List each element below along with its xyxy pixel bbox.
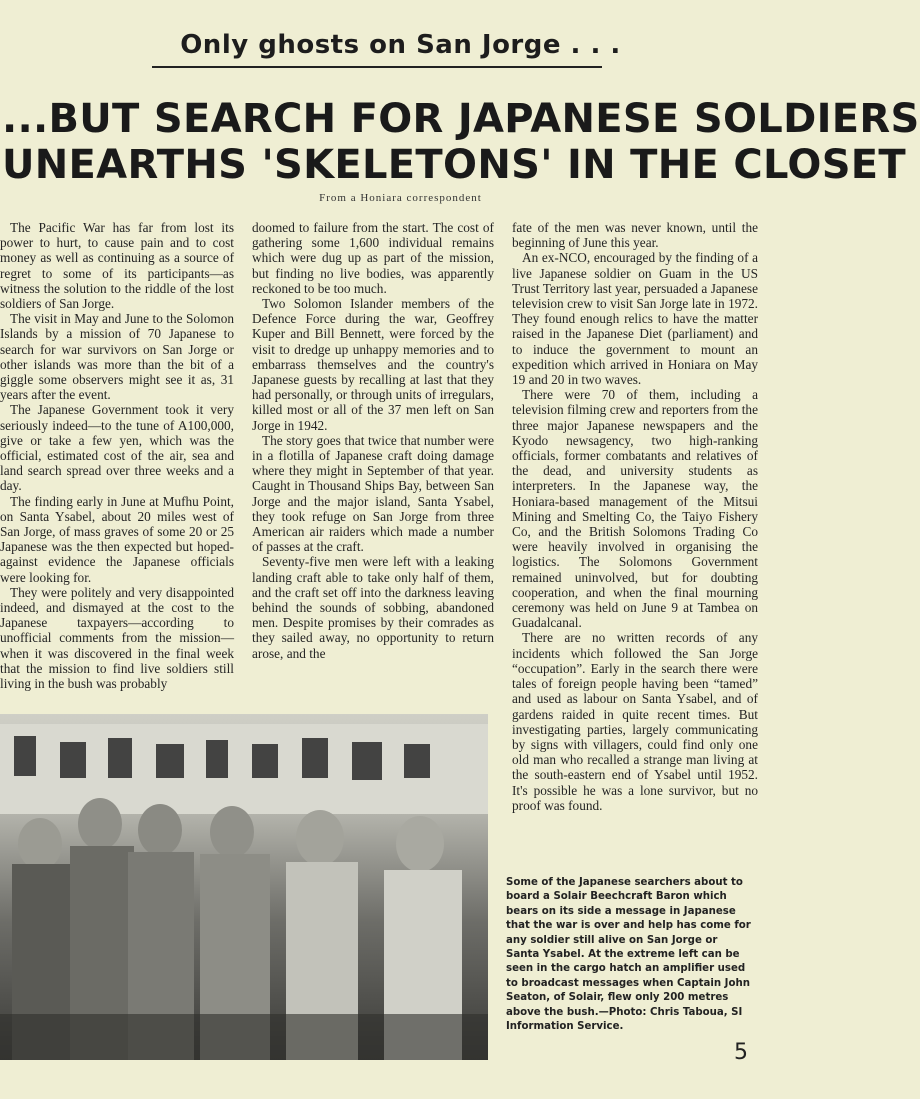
group-photo (0, 714, 488, 1060)
headline-line-2: UNEARTHS 'SKELETONS' IN THE CLOSET (2, 142, 907, 188)
group-photo-illustration (0, 714, 488, 1060)
kicker-title: Only ghosts on San Jorge . . . (180, 30, 621, 60)
headline-line-1: ...BUT SEARCH FOR JAPANESE SOLDIERS (2, 96, 920, 142)
paragraph: An ex-NCO, encouraged by the finding of a live Japanese soldier on Guam in the US Trust Territory last year, persuaded a Japanese television crew to visit San Jorge late in 1972. They found enough relics to have the matter raised in the Japanese Diet (parliament) and to induce the government to mount an expedition which arrived in Honiara on May 19 and 20 in two waves. (512, 250, 758, 388)
paragraph: Two Solomon Islander members of the Defence Force during the war, Geoffrey Kuper and Bill Bennett, were forced by the visit to dredge up unhappy memories and to embarrass themselves and the country's Japanese guests by recalling at last that they had personally, or through units of irregulars, killed most or all of the 37 men left on San Jorge in 1942. (252, 296, 494, 433)
paragraph: The story goes that twice that number were in a flotilla of Japanese craft doing damage where they might in September of that year. Caught in Thousand Ships Bay, between San Jorge and the major island, Santa Ysabel, they took refuge on San Jorge from three American air raiders which made a number of passes at the craft. (252, 432, 494, 555)
paragraph: The finding early in June at Mufhu Point, on Santa Ysabel, about 20 miles west of San Jorge, of mass graves of some 20 or 25 Japanese was the then expected but hoped-against evidence the Japanese officials were looking for. (0, 493, 234, 585)
paragraph: The visit in May and June to the Solomon Islands by a mission of 70 Japanese to search for war survivors on San Jorge or other islands was more than the bit of a giggle some observers might see it as, 31 years after the event. (0, 311, 234, 403)
kicker-rule (152, 66, 602, 68)
article-column-3 (512, 220, 758, 860)
paragraph: fate of the men was never known, until the beginning of June this year. (512, 220, 758, 251)
page-number: 5 (734, 1040, 748, 1065)
article-column-1 (0, 220, 234, 700)
paragraph: There were 70 of them, including a television filming crew and reporters from the three major Japanese newspapers and the Kyodo newsagency, two high-ranking officials, former combatants and relatives of the dead, and university students as interpreters. In the Japanese way, the Honiara-based management of the Mitsui Mining and Smelting Co, the Taiyo Fishery Co, and the British Solomons Trading Co were heavily involved in organising the logistics. The Solomons Government remained uninvolved, but for doubting cooperation, and when the final mourning ceremony was held on June 9 at Tambea on Guadalcanal. (512, 387, 758, 631)
paragraph: They were politely and very disappointed indeed, and dismayed at the cost to the Japanese taxpayers—according to unofficial comments from the mission—when it was discovered in the final week that the mission to find live soldiers still living in the bush was probably (0, 584, 234, 692)
paragraph: The Japanese Government took it very seriously indeed—to the tune of A100,000, give or take a few yen, which was the official, estimated cost of the air, sea and land search spread over three weeks and a day. (0, 402, 234, 494)
paragraph: Seventy-five men were left with a leaking landing craft able to take only half of them, and the craft set off into the darkness leaving behind the sounds of sobbing, abandoned men. Despite promises by their comrades as they sailed away, no opportunity to return arose, and the (252, 554, 494, 661)
byline: From a Honiara correspondent (319, 192, 482, 204)
paragraph: There are no written records of any incidents which followed the San Jorge “occupation”. Early in the search there were tales of foreign people having been “tamed” and used as labour on Santa Ysabel, and of gardens raided in quite recent times. But investigating parties, largely communicating by signs with villagers, could find only one old man who recalled a strange man living at the south-eastern end of Ysabel until 1952. It's possible he was a lone survivor, but no proof was found. (512, 630, 758, 813)
headline (0, 96, 920, 188)
paragraph: The Pacific War has far from lost its power to hurt, to cause pain and to cost money as well as continuing as a source of regret to some of its participants—as witness the solution to the riddle of the lost soldiers of San Jorge. (0, 220, 234, 312)
paragraph: doomed to failure from the start. The cost of gathering some 1,600 individual remains which were dug up as part of the mission, but finding no live bodies, was apparently reckoned to be too much. (252, 220, 494, 296)
article-column-2 (252, 220, 494, 700)
photo-caption: Some of the Japanese searchers about to board a Solair Beechcraft Baron which bears on its side a message in Japanese that the war is over and help has come for any soldier still alive on San Jorge or Santa Ysabel. At the extreme left can be seen in the cargo hatch an amplifier used to broadcast messages when Captain John Seaton, of Solair, flew only 200 metres above the bush.—Photo: Chris Taboua, SI Information Service. (506, 877, 751, 1033)
